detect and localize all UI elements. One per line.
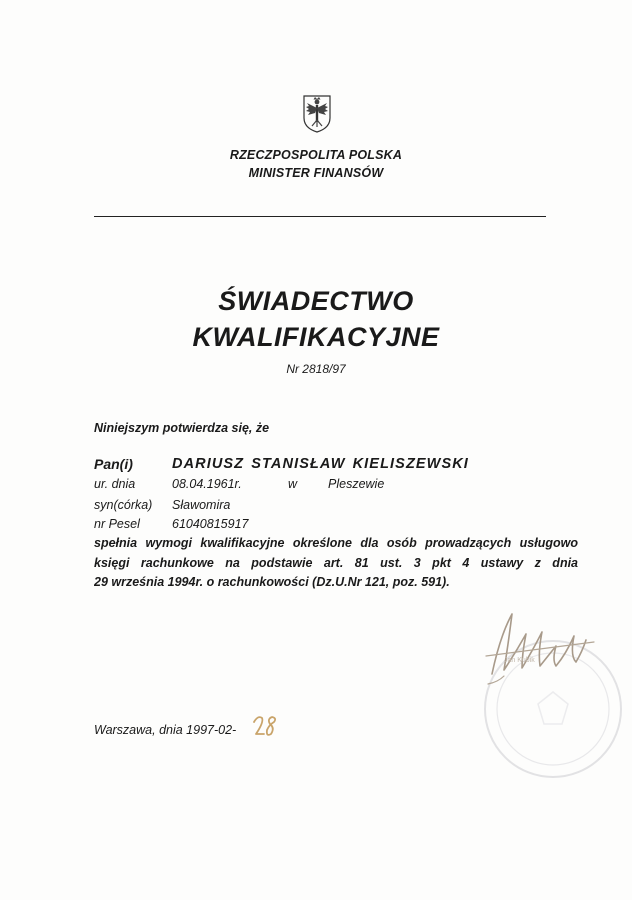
polish-eagle-emblem	[300, 92, 334, 134]
certificate-number: Nr 2818/97	[286, 362, 346, 376]
statement-line-1: spełnia wymogi kwalifikacyjne określone dla osób prowadzących usługowo	[94, 536, 578, 550]
signature	[482, 596, 602, 706]
birth-date: 08.04.1961r.	[172, 477, 242, 491]
birth-date-label: ur. dnia	[94, 477, 136, 491]
birth-place: Pleszewie	[328, 477, 385, 491]
intro-text: Niniejszym potwierdza się, że	[94, 421, 270, 435]
ministry-name: MINISTER FINANSÓW	[248, 166, 384, 180]
holder-name: DARIUSZ STANISŁAW KIELISZEWSKI	[172, 456, 469, 472]
signature-stamp-text: Jan Kubik	[504, 657, 535, 664]
statement-line-2: księgi rachunkowe na podstawie art. 81 ust. 3 pkt 4 ustawy z dnia	[94, 556, 578, 570]
parent-name: Sławomira	[172, 498, 231, 512]
statement-line-3: 29 września 1994r. o rachunkowości (Dz.U.Nr 121, poz. 591).	[94, 575, 450, 589]
parent-label: syn(córka)	[94, 498, 153, 512]
certificate-title-line1: ŚWIADECTWO	[218, 286, 414, 316]
certificate-title-line2: KWALIFIKACYJNE	[192, 322, 440, 352]
holder-label: Pan(i)	[94, 456, 133, 472]
pesel-number: 61040815917	[172, 517, 249, 531]
handwritten-day	[252, 714, 280, 740]
pesel-label: nr Pesel	[94, 517, 140, 531]
country-name: RZECZPOSPOLITA POLSKA	[229, 148, 403, 162]
birth-place-prefix: w	[288, 477, 298, 491]
header-divider	[94, 216, 546, 217]
place-date: Warszawa, dnia 1997-02-	[94, 723, 237, 737]
